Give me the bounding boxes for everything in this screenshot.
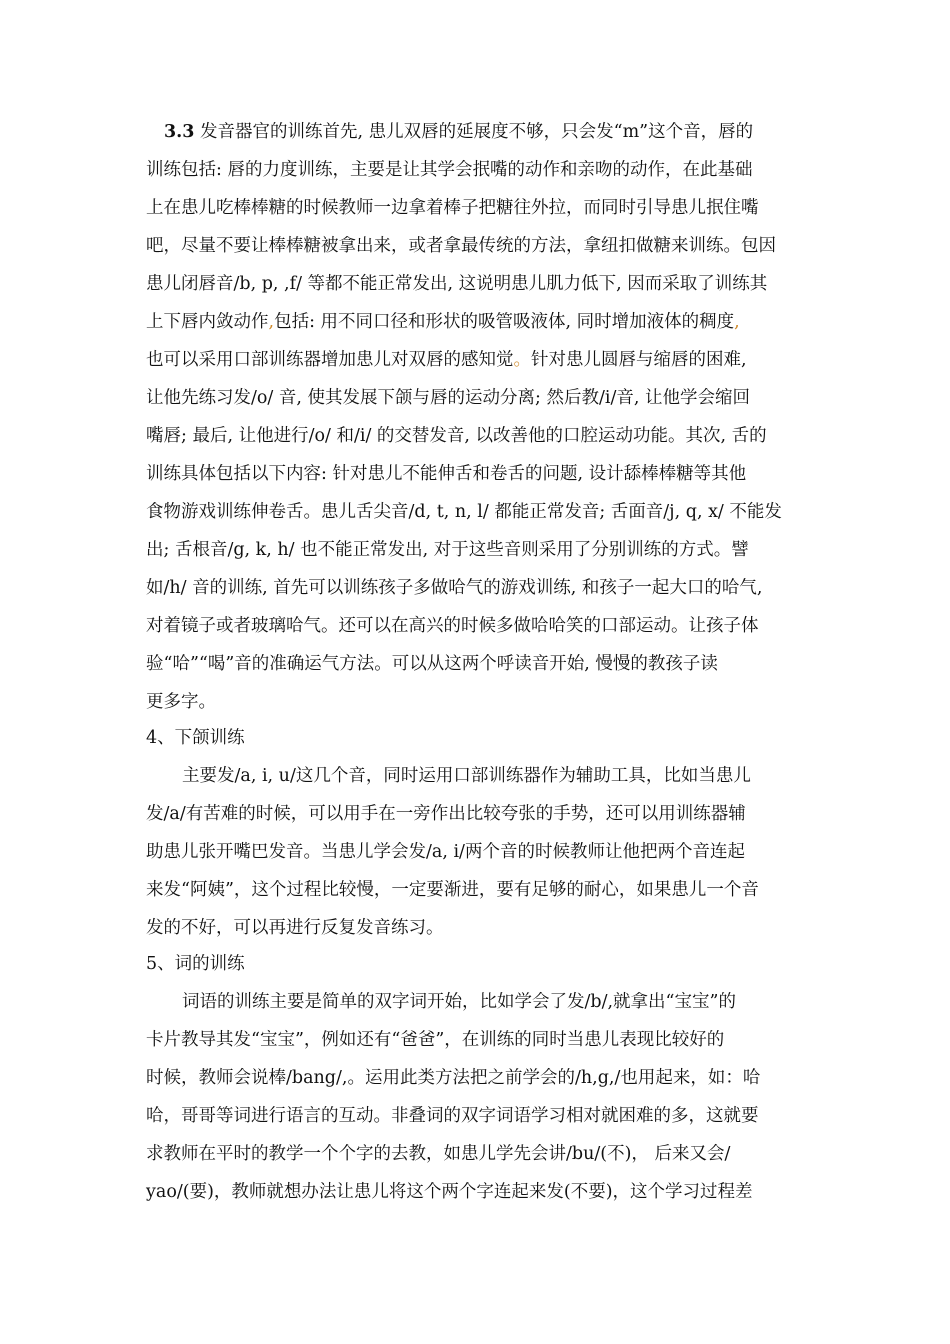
paragraph-line: 更多字。 [146, 692, 216, 712]
paragraph-line: 求教师在平时的教学一个个字的去教，如患儿学先会讲/bu/(不)， 后来又会/ [146, 1144, 731, 1164]
paragraph-line: 哈，哥哥等词进行语言的互动。非叠词的双字词语学习相对就困难的多，这就要 [146, 1106, 759, 1126]
paragraph-text: 针对患儿圆唇与缩唇的困难, [531, 350, 747, 370]
paragraph-line: 主要发/a, i, u/这几个音，同时运用口部训练器作为辅助工具，比如当患儿 [182, 766, 751, 786]
section-heading: 4、下颌训练 [146, 728, 245, 748]
paragraph-line: 助患儿张开嘴巴发音。当患儿学会发/a, i/两个音的时候教师让他把两个音连起 [146, 842, 745, 862]
paragraph-line: 验“哈”“喝”音的准确运气方法。可以从这两个呼读音开始, 慢慢的教孩子读 [146, 654, 718, 674]
paragraph-line: 时候，教师会说棒/bang/,。运用此类方法把之前学会的/h,g,/也用起来，如：哈 [146, 1068, 761, 1088]
paragraph-text: 包括: 用不同口径和形状的吸管吸液体, 同时增加液体的稠度 [274, 312, 735, 332]
paragraph-line [164, 120, 753, 144]
paragraph-line: 出; 舌根音/g, k, h/ 也不能正常发出, 对于这些音则采用了分别训练的方式。譬 [146, 540, 749, 560]
paragraph-line: yao/(要)，教师就想办法让患儿将这个两个字连起来发(不要)，这个学习过程差 [146, 1182, 753, 1202]
paragraph-line: 发的不好，可以再进行反复发音练习。 [146, 918, 444, 938]
section-number: 3.3 [164, 122, 195, 142]
paragraph-line: 卡片教导其发“宝宝”，例如还有“爸爸”，在训练的同时当患儿表现比较好的 [146, 1030, 725, 1050]
paragraph-line [146, 310, 740, 334]
paragraph-line: 词语的训练主要是简单的双字词开始，比如学会了发/b/,就拿出“宝宝”的 [182, 992, 736, 1012]
paragraph-line: 训练具体包括以下内容: 针对患儿不能伸舌和卷舌的问题, 设计舔棒棒糖等其他 [146, 464, 747, 484]
paragraph-line: 让他先练习发/o/ 音, 使其发展下颌与唇的运动分离; 然后教/i/音, 让他学会缩回 [146, 388, 750, 408]
highlighted-comma: , [734, 312, 740, 332]
paragraph-line: 如/h/ 音的训练, 首先可以训练孩子多做哈气的游戏训练, 和孩子一起大口的哈气, [146, 578, 763, 598]
paragraph-line: 嘴唇; 最后, 让他进行/o/ 和/i/ 的交替发音, 以改善他的口腔运动功能。其次, 舌的 [146, 426, 767, 446]
paragraph-text: 上下唇内敛动作 [146, 312, 269, 332]
paragraph-text: 也可以采用口部训练器增加患儿对双唇的感知觉 [146, 350, 514, 370]
paragraph-line: 对着镜子或者玻璃哈气。还可以在高兴的时候多做哈哈笑的口部运动。让孩子体 [146, 616, 759, 636]
paragraph-line: 训练包括: 唇的力度训练，主要是让其学会抿嘴的动作和亲吻的动作，在此基础 [146, 160, 753, 180]
paragraph-line: 吧，尽量不要让棒棒糖被拿出来，或者拿最传统的方法，拿纽扣做糖来训练。包因 [146, 236, 776, 256]
paragraph-line [146, 348, 747, 372]
paragraph-line: 来发“阿姨”，这个过程比较慢，一定要渐进，要有足够的耐心，如果患儿一个音 [146, 880, 759, 900]
section-heading: 5、词的训练 [146, 954, 245, 974]
highlighted-period: 。 [513, 350, 531, 370]
paragraph-line: 上在患儿吃棒棒糖的时候教师一边拿着棒子把糖往外拉，而同时引导患儿抿住嘴 [146, 198, 759, 218]
paragraph-line: 食物游戏训练伸卷舌。患儿舌尖音/d, t, n, l/ 都能正常发音; 舌面音/j, q, x/ 不能发 [146, 502, 782, 522]
highlighted-comma: , [268, 312, 275, 332]
paragraph-line: 患儿闭唇音/b, p, ,f/ 等都不能正常发出, 这说明患儿肌力低下, 因而采取了训练其 [146, 274, 768, 294]
paragraph-text: 发音器官的训练首先, 患儿双唇的延展度不够，只会发“m”这个音，唇的 [194, 122, 754, 142]
paragraph-line: 发/a/有苦难的时候，可以用手在一旁作出比较夸张的手势，还可以用训练器辅 [146, 804, 746, 824]
